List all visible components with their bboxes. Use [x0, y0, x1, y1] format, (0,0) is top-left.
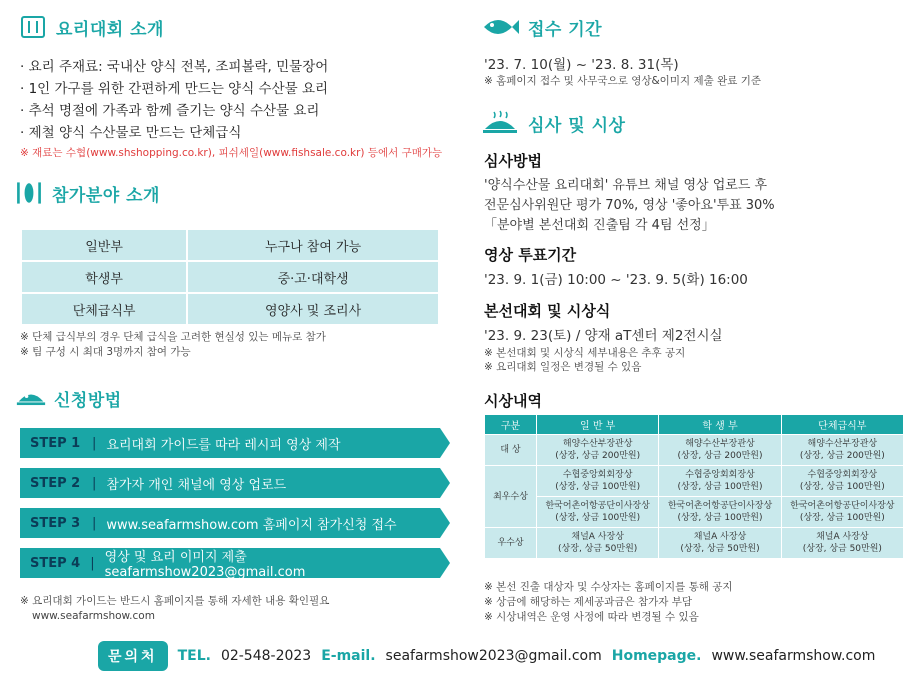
prize-cell: 채널A 사장상 (상장, 상금 50만원): [537, 528, 659, 559]
prize-cell: 한국어촌어항공단이사장상 (상장, 상금 100만원): [537, 497, 659, 528]
category-header: [14, 178, 160, 208]
table-row: [485, 435, 904, 466]
table-row: [21, 261, 439, 293]
list-item: · 1인 가구를 위한 간편하게 만드는 양식 수산물 요리: [20, 81, 329, 97]
category-name: 일반부: [21, 229, 187, 261]
step-text: 참가자 개인 채널에 영상 업로드: [106, 477, 287, 493]
step-separator: |: [90, 555, 95, 571]
vote-title: 영상 투표기간: [484, 246, 577, 264]
prize-cell: 채널A 사장상 (상장, 상금 50만원): [781, 528, 903, 559]
step-separator: |: [92, 435, 97, 451]
category-note: ※ 단체 급식부의 경우 단체 급식을 고려한 현실성 있는 메뉴로 참가: [20, 331, 326, 343]
apply-header: [16, 383, 122, 413]
prize-note: ※ 상금에 해당하는 제세공과금은 참가자 부담: [484, 596, 693, 608]
list-item: · 제철 양식 수산물로 만드는 단체급식: [20, 125, 242, 141]
step-number: STEP 3: [30, 515, 81, 531]
step-text: 요리대회 가이드를 따라 레시피 영상 제작: [106, 437, 341, 453]
section-title: 신청방법: [54, 390, 122, 411]
category-desc: 중·고·대학생: [187, 261, 439, 293]
prize-cell: 수협중앙회회장상 (상장, 상금 100만원): [659, 466, 781, 497]
homepage-label: Homepage.: [611, 648, 702, 664]
table-row: [21, 293, 439, 325]
prizes-title: 시상내역: [484, 392, 542, 410]
prize-label: 우수상: [485, 528, 537, 559]
list-item: · 추석 명절에 가족과 함께 즐기는 양식 수산물 요리: [20, 103, 320, 119]
intro-note: ※ 재료는 수협(www.shshopping.co.kr), 피쉬세일(www.fishsale.co.kr) 등에서 구매가능: [20, 147, 443, 159]
column-header: 학 생 부: [659, 415, 781, 435]
method-line: '양식수산물 요리대회' 유튜브 채널 영상 업로드 후: [484, 178, 768, 193]
method-line: 전문심사위원단 평가 70%, 영상 '좋아요'투표 30%: [484, 198, 775, 213]
fish-utensils-icon: [14, 178, 44, 208]
table-row: [21, 229, 439, 261]
step-4: [20, 548, 440, 578]
table-row: [485, 497, 904, 528]
dish-icon: [16, 383, 46, 413]
prize-cell: 한국어촌어항공단이사장상 (상장, 상금 100만원): [659, 497, 781, 528]
fish-icon: [480, 12, 520, 42]
final-title: 본선대회 및 시상식: [484, 302, 611, 320]
step-text: www.seafarmshow.com 홈페이지 참가신청 접수: [106, 517, 397, 533]
step-separator: |: [92, 475, 97, 491]
tel-label: TEL.: [177, 648, 211, 664]
column-header: 일 반 부: [537, 415, 659, 435]
prize-cell: 수협중앙회회장상 (상장, 상금 100만원): [537, 466, 659, 497]
step-text: 영상 및 요리 이미지 제출 seafarmshow2023@gmail.com: [104, 550, 306, 580]
contact-badge: 문의처: [98, 641, 168, 671]
prize-cell: 해양수산부장관상 (상장, 상금 200만원): [537, 435, 659, 466]
category-desc: 누구나 참여 가능: [187, 229, 439, 261]
method-title: 심사방법: [484, 152, 542, 170]
period-dates: '23. 7. 10(월) ~ '23. 8. 31(목): [484, 57, 679, 73]
prize-cell: 해양수산부장관상 (상장, 상금 200만원): [659, 435, 781, 466]
apply-note: ※ 요리대회 가이드는 반드시 홈페이지를 통해 자세한 내용 확인필요: [20, 595, 330, 607]
prize-cell: 해양수산부장관상 (상장, 상금 200만원): [781, 435, 903, 466]
table-row: [485, 466, 904, 497]
tel-value: 02-548-2023: [220, 648, 312, 664]
prize-label: 대 상: [485, 435, 537, 466]
step-number: STEP 1: [30, 435, 81, 451]
prize-cell: 한국어촌어항공단이사장상 (상장, 상금 100만원): [781, 497, 903, 528]
category-table: [20, 228, 440, 326]
column-header: 구분: [485, 415, 537, 435]
final-note: ※ 요리대회 일정은 변경될 수 있음: [484, 361, 642, 373]
utensils-icon: [18, 12, 48, 42]
prize-cell: 수협중앙회회장상 (상장, 상금 100만원): [781, 466, 903, 497]
final-note: ※ 본선대회 및 시상식 세부내용은 추후 공지: [484, 347, 686, 359]
section-title: 요리대회 소개: [56, 19, 164, 40]
homepage-link[interactable]: www.seafarmshow.com: [711, 648, 876, 664]
step-separator: |: [92, 515, 97, 531]
prize-label: 최우수상: [485, 466, 537, 528]
category-note: ※ 팀 구성 시 최대 3명까지 참여 가능: [20, 346, 191, 358]
category-name: 학생부: [21, 261, 187, 293]
step-number: STEP 2: [30, 475, 81, 491]
step-2: [20, 468, 440, 498]
table-header-row: [485, 415, 904, 435]
step-3: [20, 508, 440, 538]
section-title: 접수 기간: [528, 19, 603, 40]
apply-note-url: www.seafarmshow.com: [32, 610, 155, 622]
final-info: '23. 9. 23(토) / 양재 aT센터 제2전시실: [484, 328, 723, 344]
list-item: · 요리 주재료: 국내산 양식 전복, 조피볼락, 민물장어: [20, 59, 329, 75]
prize-cell: 채널A 사장상 (상장, 상금 50만원): [659, 528, 781, 559]
intro-header: [18, 12, 164, 42]
section-title: 참가분야 소개: [52, 185, 160, 206]
period-note: ※ 홈페이지 접수 및 사무국으로 영상&이미지 제출 완료 기준: [484, 75, 761, 87]
vote-dates: '23. 9. 1(금) 10:00 ~ '23. 9. 5(화) 16:00: [484, 272, 748, 288]
method-line: 「분야별 본선대회 진출팀 각 4팀 선정」: [484, 218, 715, 233]
category-name: 단체급식부: [21, 293, 187, 325]
category-desc: 영양사 및 조리사: [187, 293, 439, 325]
step-number: STEP 4: [30, 555, 81, 571]
prize-note: ※ 시상내역은 운영 사정에 따라 변경될 수 있음: [484, 611, 699, 623]
prize-table: [484, 414, 904, 559]
period-header: [480, 12, 602, 42]
email-link[interactable]: seafarmshow2023@gmail.com: [385, 648, 602, 664]
column-header: 단체급식부: [781, 415, 903, 435]
prize-note: ※ 본선 진출 대상자 및 수상자는 홈페이지를 통해 공지: [484, 581, 733, 593]
contact-bar: [98, 641, 875, 671]
judging-header: [480, 108, 625, 138]
section-title: 심사 및 시상: [528, 115, 626, 136]
serving-dish-icon: [480, 108, 520, 138]
table-row: [485, 528, 904, 559]
email-label: E-mail.: [321, 648, 376, 664]
step-1: [20, 428, 440, 458]
